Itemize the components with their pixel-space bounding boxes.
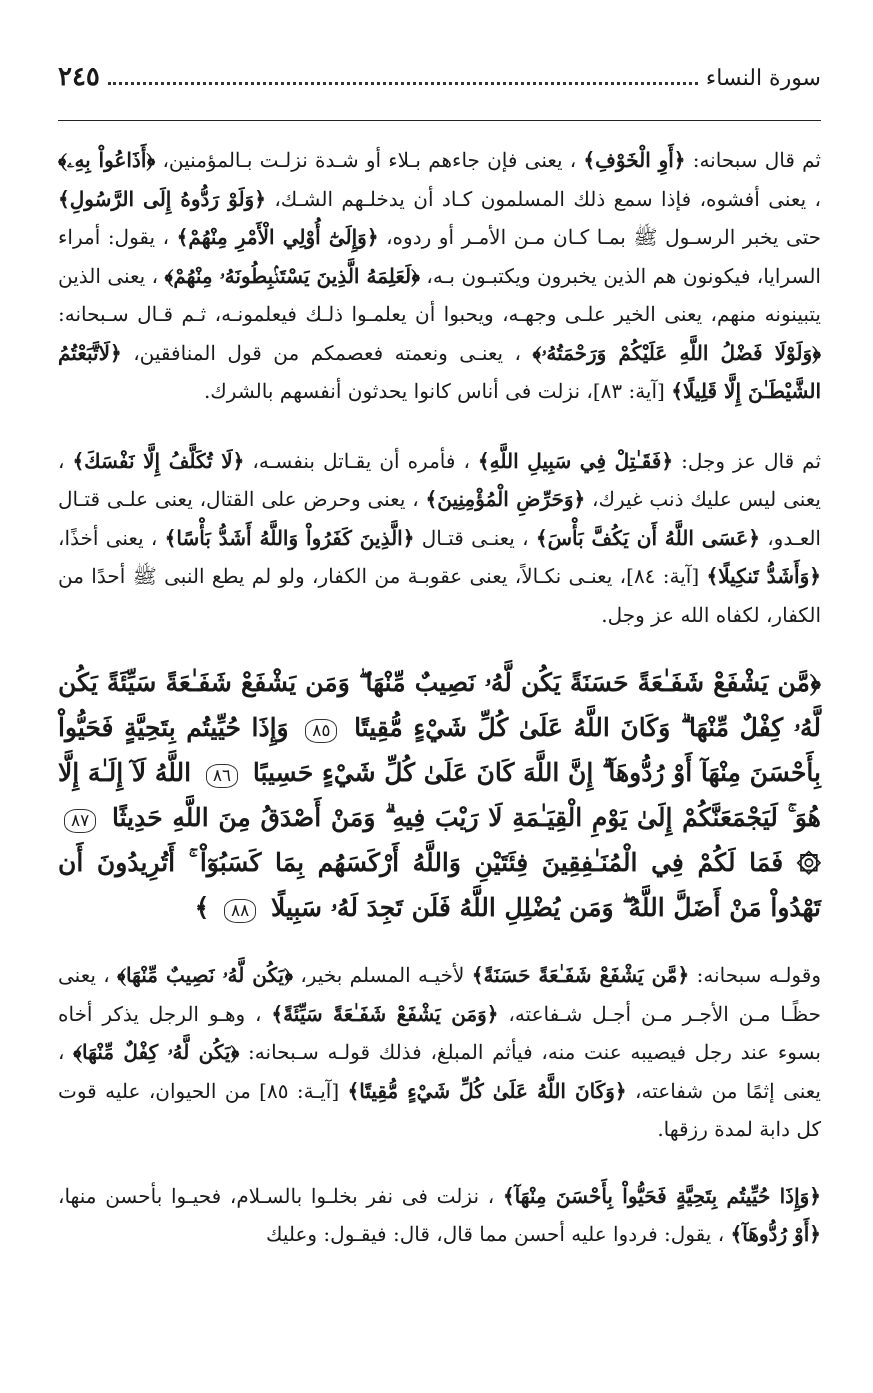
text: ، فأمره أن يقـاتل بنفسـه، xyxy=(244,448,478,473)
surah-title: سورة النساء xyxy=(705,66,821,91)
ayah-88: ۞ فَمَا لَكُمْ فِي الْمُنَـٰفِقِينَ فِئَتَيْنِ وَاللَّهُ أَرْكَسَهُم بِمَا كَسَبُوٓاْ ۚ أَتُرِيدُونَ أَن تَهْدُواْ مَنْ أَضَلَّ اللَّهُ ۖ وَمَن يُضْلِلِ اللَّهُ فَلَن تَجِدَ لَهُۥ سَبِيلًا xyxy=(58,848,821,922)
quran-quote: ﴿وَإِذَا حُيِّيتُم بِتَحِيَّةٍ فَحَيُّواْ بِأَحْسَنَ مِنْهَآ﴾ xyxy=(502,1183,822,1208)
ayah-87: اللَّهُ لَآ إِلَـٰهَ إِلَّا هُوَ ۚ لَيَجْمَعَنَّكُمْ إِلَىٰ يَوْمِ الْقِيَـٰمَةِ لَا رَيْبَ فِيهِ ۗ وَمَنْ أَصْدَقُ مِنَ اللَّهِ حَدِيثًا xyxy=(58,758,821,832)
quran-quote: ﴿وَحَرِّضِ الْمُؤْمِنِينَ﴾ xyxy=(425,487,586,511)
text: ، يعنى أفشوه، فإذا سمع ذلك المسلمون كـاد أن يدخلـهم الشـك، xyxy=(265,186,821,211)
text: ، يعنى الذين يتبينونه منهم، يعنى الخير علـى وجهـه، ويحبوا أن يعلمـوا ذلـك فيعلمونـه، ثـم قـال سـبحانه: xyxy=(58,263,821,326)
header-dot-leader xyxy=(108,82,698,85)
text: ثم قال عز وجل: xyxy=(673,448,822,473)
quran-quote: ﴿لَاتَّبَعْتُمُ الشَّيْطَـٰنَ إِلَّا قَلِيلًا﴾ xyxy=(58,340,821,403)
text: ، يقول: أمراء السرايا، فيكونون هم الذين يخبرون ويكتبـون بـه، xyxy=(58,225,821,288)
text: لأخيـه المسلم بخير، xyxy=(292,963,472,987)
ayah-number-marker: ٨٧ xyxy=(64,809,96,833)
quran-quote: ﴿وَلَوْ رَدُّوهُ إِلَى الرَّسُولِ﴾ xyxy=(58,186,266,211)
text: [آية: ٨٤]، يعنـى نكـالاً، يعنى عقوبـة من الكفار، ولو لم يطع النبى ﷺ أحدًا من الكفار، لكفاه الله عز وجل. xyxy=(58,564,821,627)
quran-quote: ﴿عَسَى اللَّهُ أَن يَكُفَّ بَأْسَ﴾ xyxy=(535,525,760,550)
page-number: ٢٤٥ xyxy=(58,62,100,92)
commentary-paragraph-4 xyxy=(58,1177,821,1254)
quran-quote: ﴿فَقَـٰتِلْ فِي سَبِيلِ اللَّهِ﴾ xyxy=(477,448,674,473)
quran-verse-block xyxy=(58,660,821,930)
commentary-paragraph-3 xyxy=(58,956,821,1149)
quran-quote: ﴿وَمَن يَشْفَعْ شَفَـٰعَةً سَيِّئَةً﴾ xyxy=(271,1001,499,1026)
text: ، يعنى فإن جاءهم بـلاء أو شـدة نزلـت بـالمؤمنين، xyxy=(155,148,584,172)
quran-quote: ﴿لَعَلِمَهُ الَّذِينَ يَسْتَنۢبِطُونَهُۥ مِنْهُمْ﴾ xyxy=(164,263,420,288)
text: [آيـة: ٨٥] من الحيوان، عليه قوت كل دابة لمدة رزقها. xyxy=(58,1078,821,1141)
text: ، يعنى أخذًا، xyxy=(58,525,165,550)
text: وقولـه سبحانه: xyxy=(689,963,821,987)
quran-quote: ﴿وَإِلَىٰٓ أُوْلِي الْأَمْرِ مِنْهُمْ﴾ xyxy=(176,225,379,249)
text: ، يعنى ليس عليك ذنب غيرك، xyxy=(58,448,821,511)
quran-quote: ﴿وَأَشَدُّ تَنكِيلًا﴾ xyxy=(706,564,821,588)
quran-quote: ﴿مَّن يَشْفَعْ شَفَـٰعَةً حَسَنَةً﴾ xyxy=(471,963,690,987)
text: ، يقول: فردوا عليه أحسن مما قال، قال: فيقـول: وعليك xyxy=(265,1222,731,1246)
page-header xyxy=(58,0,821,114)
ayah-number-marker: ٨٦ xyxy=(206,764,238,788)
ayah-number-marker: ٨٥ xyxy=(305,719,337,743)
header-rule xyxy=(58,120,821,121)
text: ، يعنـى ونعمته فعصمكم من قول المنافقين، xyxy=(121,340,533,365)
text: ، يعنـى قتـال xyxy=(414,525,536,550)
text: ثم قال سبحانه: xyxy=(685,148,821,172)
ayah-85: ﴿مَّن يَشْفَعْ شَفَـٰعَةً حَسَنَةً يَكُن لَّهُۥ نَصِيبٌ مِّنْهَا ۖ وَمَن يَشْفَعْ شَفَـٰعَةً سَيِّئَةً يَكُن لَّهُۥ كِفْلٌ مِّنْهَا ۗ وَكَانَ اللَّهُ عَلَىٰ كُلِّ شَيْءٍ مُّقِيتًا xyxy=(58,668,821,742)
quran-quote: ﴿أَوْ رُدُّوهَآ﴾ xyxy=(730,1222,821,1246)
verse-close-bracket: ﴾ xyxy=(194,893,210,922)
text: ، يعنى حظًـا مـن الأجـر مـن أجـل شـفاعته، xyxy=(58,963,821,1026)
quran-quote: ﴿وَلَوْلَا فَضْلُ اللَّهِ عَلَيْكُمْ وَرَحْمَتُهُۥ﴾ xyxy=(532,340,821,365)
text: حتى يخبر الرسـول ﷺ بمـا كـان مـن الأمـر أو ردوه، xyxy=(378,225,822,249)
quran-quote: ﴿أَوِ الْخَوْفِ﴾ xyxy=(583,148,686,172)
text: [آية: ٨٣]، نزلت فى أناس كانوا يحدثون أنفسهم بالشرك. xyxy=(203,379,672,403)
quran-quote: ﴿وَكَانَ اللَّهُ عَلَىٰ كُلِّ شَيْءٍ مُّقِيتًا﴾ xyxy=(347,1078,627,1103)
text: ، يعنى إثمًا من شفاعته، xyxy=(58,1040,821,1103)
commentary-paragraph-2 xyxy=(58,442,821,635)
ayah-86: وَإِذَا حُيِّيتُم بِتَحِيَّةٍ فَحَيُّواْ بِأَحْسَنَ مِنْهَآ أَوْ رُدُّوهَآ ۗ إِنَّ اللَّهَ كَانَ عَلَىٰ كُلِّ شَيْءٍ حَسِيبًا xyxy=(58,713,821,787)
text: ، وهـو الرجل يذكر أخاه بسوء عند رجل فيصيبه عنت منه، فيأثم المبلغ، فذلك قولـه سـبحانه: xyxy=(58,1001,821,1064)
commentary-paragraph-1 xyxy=(58,141,821,411)
quran-quote: ﴿الَّذِينَ كَفَرُواْ وَاللَّهُ أَشَدُّ بَأْسًا﴾ xyxy=(164,525,415,550)
quran-quote: ﴿يَكُن لَّهُۥ كِفْلٌ مِّنْهَا﴾ xyxy=(73,1040,240,1064)
text: ، يعنى وحرض على القتال، يعنى علـى قتـال العـدو، xyxy=(58,487,821,550)
quran-quote: ﴿أَذَاعُواْ بِهِۦ﴾ xyxy=(58,148,156,172)
quran-quote: ﴿لَا تُكَلَّفُ إِلَّا نَفْسَكَ﴾ xyxy=(72,448,245,473)
quran-quote: ﴿يَكُن لَّهُۥ نَصِيبٌ مِّنْهَا﴾ xyxy=(117,963,293,987)
ayah-number-marker: ٨٨ xyxy=(224,899,256,923)
text: ، نزلت فى نفر بخلـوا بالسـلام، فحيـوا بأحسن منها، xyxy=(58,1183,503,1208)
